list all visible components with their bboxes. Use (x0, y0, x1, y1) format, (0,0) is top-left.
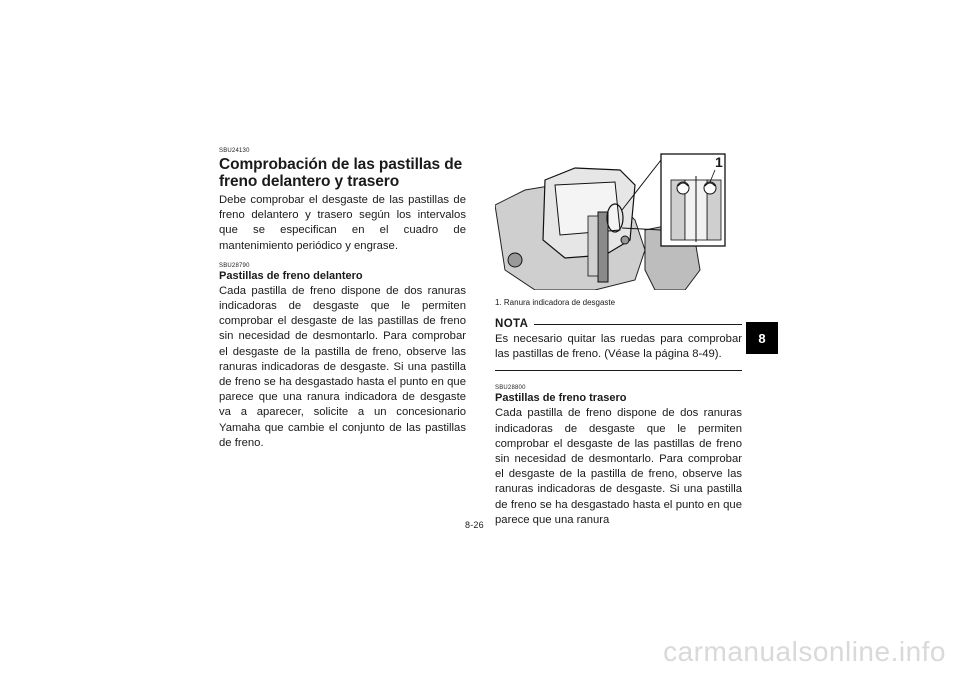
front-brake-title: Pastillas de freno delantero (219, 269, 363, 282)
section-title: Comprobación de las pastillas de freno delantero y trasero (219, 156, 463, 190)
nota-label: NOTA (495, 318, 529, 330)
nota-header (495, 318, 742, 330)
brake-caliper-illustration (495, 130, 742, 290)
nota-bottom-rule (495, 370, 742, 371)
brake-pad-figure (495, 130, 742, 290)
page-number: 8-26 (465, 520, 484, 530)
chapter-tab: 8 (746, 322, 778, 354)
nota-text: Es necesario quitar las ruedas para comprobar las pastillas de freno. (Véase la página 8-49). (495, 333, 742, 361)
rear-brake-title: Pastillas de freno trasero (495, 392, 627, 405)
figure-caption: 1. Ranura indicadora de desgaste (495, 298, 616, 307)
nota-rule (534, 324, 742, 325)
callout-number: 1 (715, 154, 723, 170)
front-code: SBU28790 (219, 262, 250, 269)
right-column (495, 130, 742, 528)
rear-brake-paragraph: Cada pastilla de freno dispone de dos ranuras indicadoras de desgaste que le permiten comprobar el desgaste de las pastillas de freno sin necesidad de desmontarlo. Para comprobar el desgaste de la pastilla de freno, observe las ranuras indicadoras de desgaste. Si una pastilla de freno se ha desgastado hasta el punto en que parece que una ranura (495, 407, 742, 526)
left-column (219, 148, 466, 451)
nota-box (495, 318, 742, 371)
front-brake-paragraph: Cada pastilla de freno dispone de dos ranuras indicadoras de desgaste que le permiten comprobar el desgaste de las pastillas de freno sin necesidad de desmontarlo. Para comprobar el desgaste de la pastilla de freno, observe las ranuras indicadoras de desgaste. Si una pastilla de freno se ha desgastado hasta el punto en que parece que una ranura indicadora de desgaste va a aparecer, solicite a un concesionario Yamaha que cambie el conjunto de las pastillas de freno. (219, 284, 466, 449)
intro-paragraph: Debe comprobar el desgaste de las pastillas de freno delantero y trasero según los intervalos que se especifican en el cuadro de mantenimiento periódico y engrase. (219, 194, 466, 252)
watermark: carmanualsonline.info (663, 636, 946, 667)
section-code: SBU24130 (219, 148, 250, 154)
rear-code: SBU28800 (495, 385, 526, 392)
